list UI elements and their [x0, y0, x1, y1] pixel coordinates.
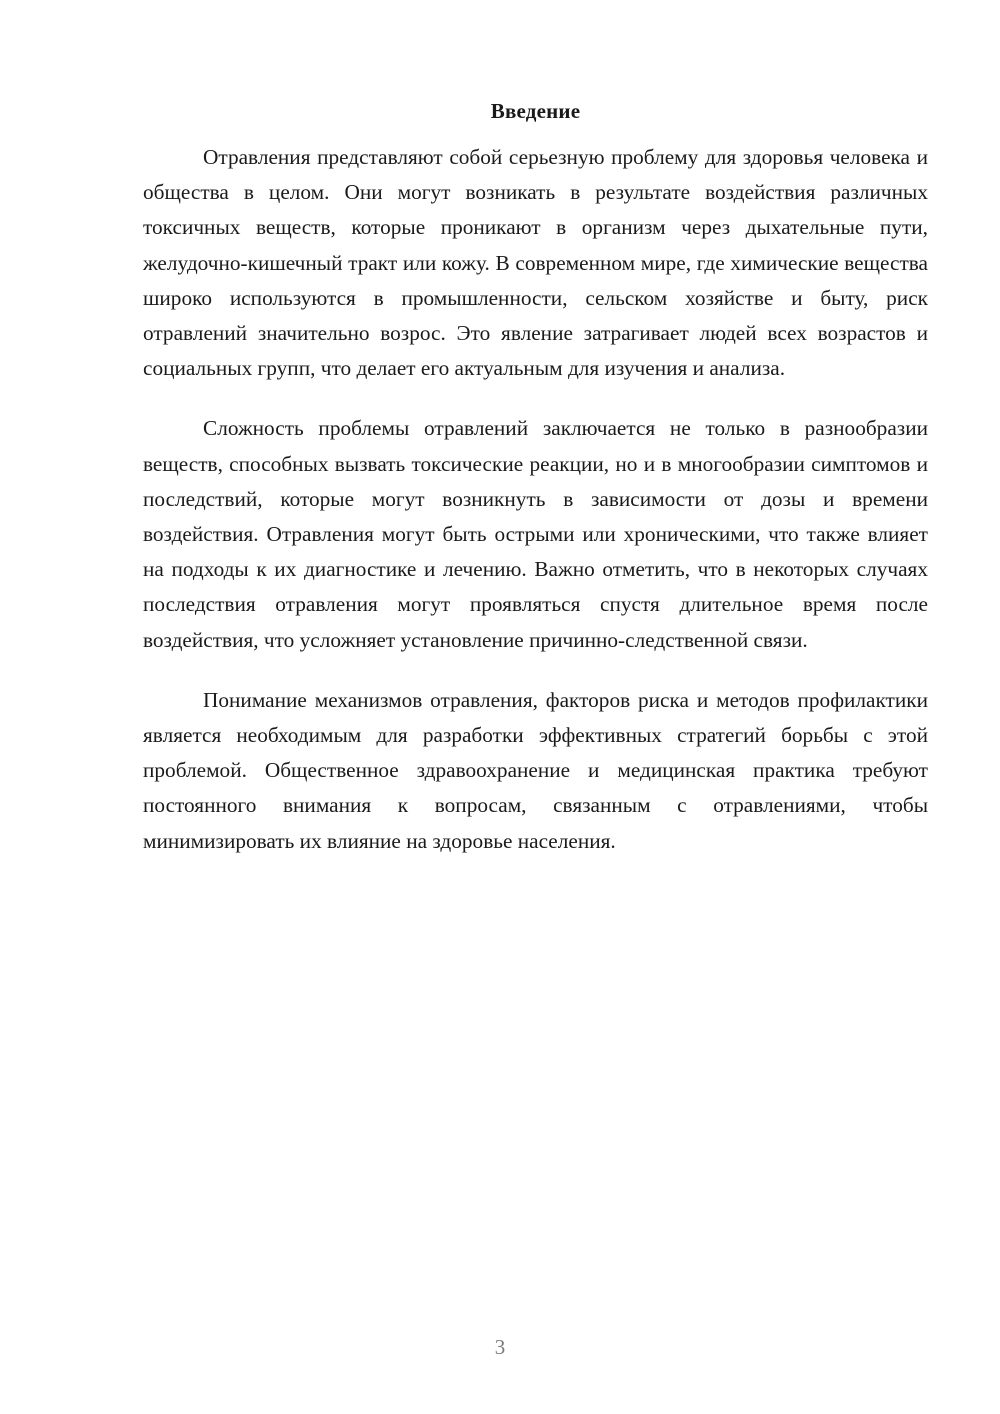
page-number: 3	[494, 1335, 506, 1359]
paragraph-2: Сложность проблемы отравлений заключается не только в разнообразии веществ, способных вызвать токсические реакции, но и в многообразии симптомов и последствий, которые могут возникнуть в зависимости от дозы и времени воздействия. Отравления могут быть острыми или хроническими, что также влияет на подходы к их диагностике и лечению. Важно отметить, что в некоторых случаях последствия отравления могут проявляться спустя длительное время после воздействия, что усложняет установление причинно-следственной связи.	[143, 416, 928, 652]
section-title: Введение	[490, 99, 581, 123]
paragraph-1: Отравления представляют собой серьезную проблему для здоровья человека и общества в целом. Они могут возникать в результате воздействия различных токсичных веществ, которые проникают в организм через дыхательные пути, желудочно-кишечный тракт или кожу. В современном мире, где химические вещества широко используются в промышленности, сельском хозяйстве и быту, риск отравлений значительно возрос. Это явление затрагивает людей всех возрастов и социальных групп, что делает его актуальным для изучения и анализа.	[143, 145, 928, 381]
page-content	[143, 92, 928, 884]
paragraph-3: Понимание механизмов отравления, факторов риска и методов профилактики является необходимым для разработки эффективных стратегий борьбы с этой проблемой. Общественное здравоохранение и медицинская практика требуют постоянного внимания к вопросам, связанным с отравлениями, чтобы минимизировать их влияние на здоровье населения.	[143, 687, 928, 853]
